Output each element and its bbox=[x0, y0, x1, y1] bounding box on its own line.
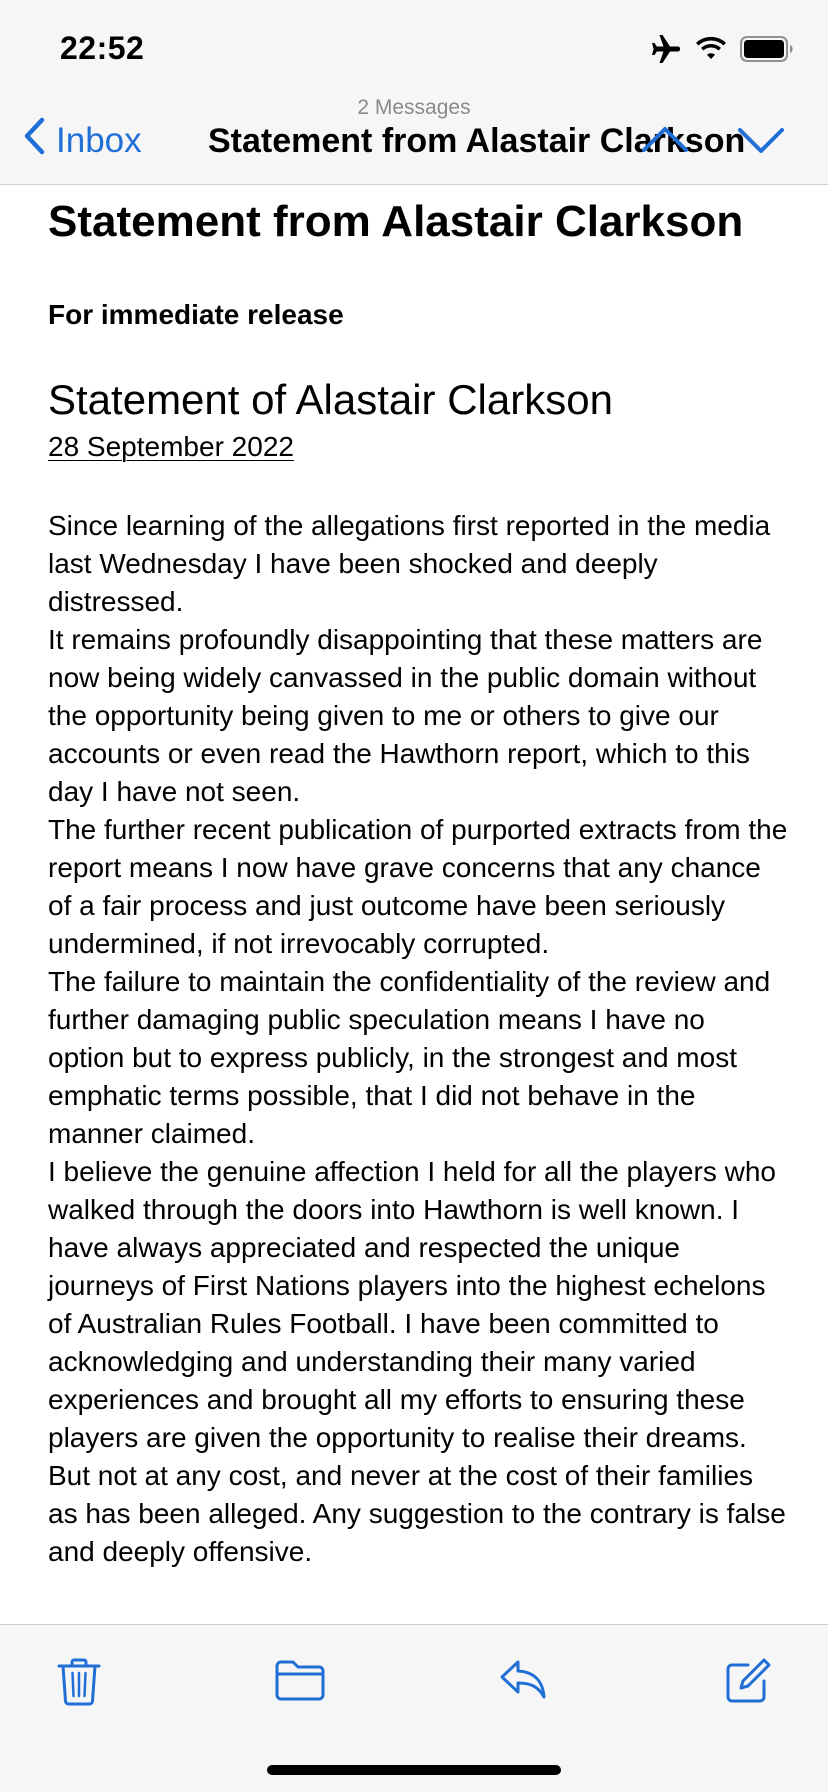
body-paragraph: I believe the genuine affection I held for all the players who walked through the doors into Hawthorn is well known. I have always appreciated and respected the unique journeys of First Nations players into the highest echelons of Australian Rules Football. I have been committed to acknowledging and understanding their many varied experiences and brought all my efforts to ensuring these players are given the opportunity to realise their dreams. But not at any cost, and never at the cost of their families as has been alleged. Any suggestion to the contrary is false and deeply offensive. bbox=[48, 1155, 786, 1567]
reply-icon bbox=[498, 1657, 548, 1703]
folder-icon bbox=[274, 1657, 326, 1703]
body-paragraph: The further recent publication of purported extracts from the report means I now have grave concerns that any chance of a fair process and just outcome have been seriously undermined, if not irrevocably corrupted. bbox=[48, 813, 788, 959]
chevron-down-icon bbox=[736, 120, 786, 160]
next-message-button[interactable] bbox=[736, 120, 786, 165]
battery-icon bbox=[740, 36, 794, 67]
move-to-folder-button[interactable] bbox=[274, 1657, 326, 1708]
email-content[interactable] bbox=[48, 186, 788, 1624]
chevron-up-icon bbox=[640, 120, 690, 160]
status-icons bbox=[650, 34, 794, 69]
wifi-icon bbox=[696, 37, 726, 66]
body-paragraph: It remains profoundly disappointing that these matters are now being widely canvassed in the public domain without the opportunity being given to me or others to give our accounts or even read the Hawthorn report, which to this day I have not seen. bbox=[48, 623, 763, 807]
home-indicator[interactable] bbox=[267, 1765, 561, 1775]
back-button-label: Inbox bbox=[56, 120, 142, 160]
email-body bbox=[48, 507, 788, 1571]
nav-bar bbox=[0, 90, 828, 185]
trash-icon bbox=[56, 1657, 102, 1707]
email-subject: Statement from Alastair Clarkson bbox=[48, 197, 744, 246]
statement-heading: Statement of Alastair Clarkson bbox=[48, 375, 613, 423]
chevron-left-icon bbox=[22, 116, 48, 165]
statement-date[interactable]: 28 September 2022 bbox=[48, 430, 294, 462]
nav-title: Statement from Alastair Clarkson bbox=[208, 122, 746, 160]
status-time: 22:52 bbox=[60, 30, 145, 66]
body-paragraph: The failure to maintain the confidentiality of the review and further damaging public speculation means I have no option but to express publicly, in the strongest and most emphatic terms possible, that I did not behave in the manner claimed. bbox=[48, 965, 771, 1149]
status-bar bbox=[0, 0, 828, 90]
body-paragraph: Since learning of the allegations first reported in the media last Wednesday I have been shocked and deeply distressed. bbox=[48, 509, 771, 617]
back-to-inbox-button[interactable] bbox=[22, 116, 142, 165]
compose-icon bbox=[724, 1657, 772, 1705]
previous-message-button[interactable] bbox=[640, 120, 690, 165]
compose-button[interactable] bbox=[724, 1657, 772, 1710]
trash-button[interactable] bbox=[56, 1657, 102, 1712]
reply-button[interactable] bbox=[498, 1657, 548, 1708]
airplane-icon bbox=[650, 34, 682, 69]
release-line: For immediate release bbox=[48, 298, 344, 330]
message-count: 2 Messages bbox=[357, 96, 471, 119]
